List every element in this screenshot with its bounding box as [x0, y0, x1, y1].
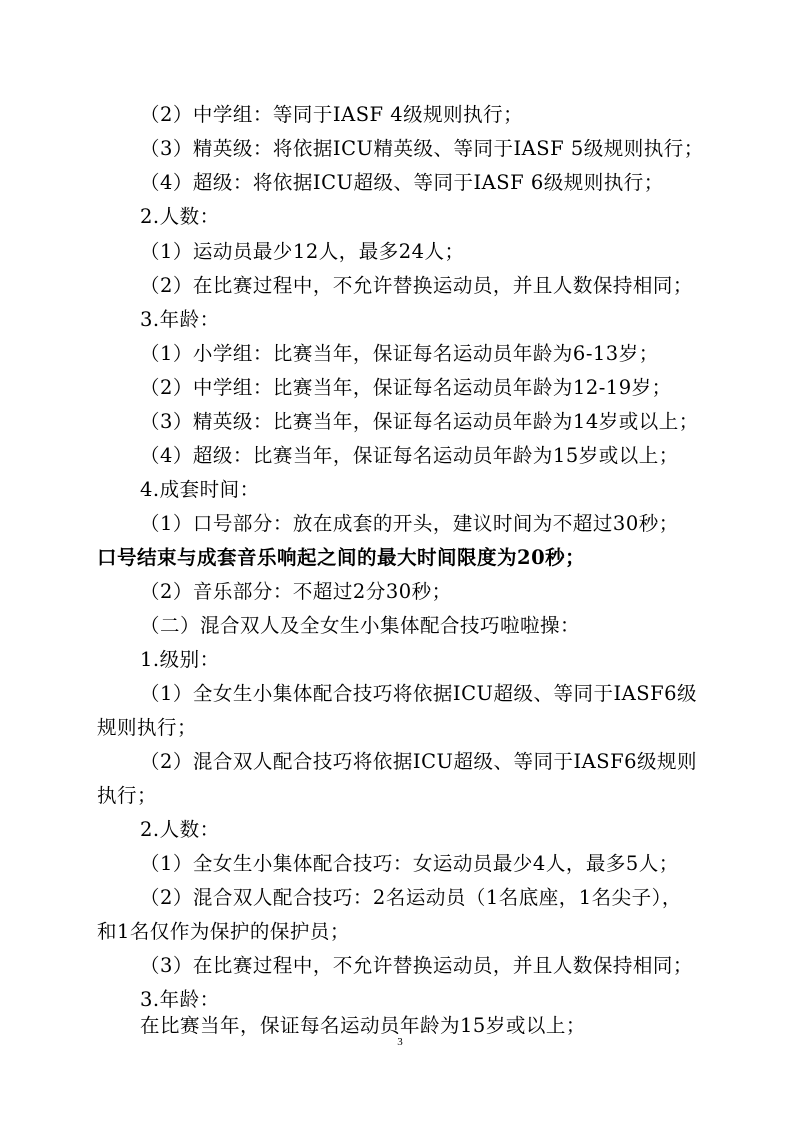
text-line: （1）全女生小集体配合技巧：女运动员最少4人，最多5人；: [140, 852, 679, 875]
text-line: 4.成套时间：: [140, 478, 260, 501]
text-line: （4）超级：比赛当年，保证每名运动员年龄为15岁或以上；: [140, 444, 679, 467]
text-line: （1）口号部分：放在成套的开头，建议时间为不超过30秒；: [140, 512, 679, 535]
text-line: （2）中学组：等同于IASF 4级规则执行；: [140, 103, 524, 126]
text-line: 2.人数：: [140, 205, 220, 228]
text-line-bold: 口号结束与成套音乐响起之间的最大时间限度为20秒；: [97, 546, 586, 569]
text-line: （3）精英级：将依据ICU精英级、等同于IASF 5级规则执行；: [140, 137, 704, 160]
page-number: 3: [397, 1036, 403, 1048]
text-line: （2）中学组：比赛当年，保证每名运动员年龄为12-19岁；: [140, 376, 672, 399]
text-line: （2）音乐部分：不超过2分30秒；: [140, 580, 452, 603]
text-line: 在比赛当年，保证每名运动员年龄为15岁或以上；: [140, 1014, 586, 1037]
text-line: （2）混合双人配合技巧将依据ICU超级、等同于IASF6级规则: [140, 750, 698, 773]
text-line: 3.年龄：: [140, 308, 220, 331]
text-line: （1）运动员最少12人，最多24人；: [140, 240, 465, 263]
text-line: （4）超级：将依据ICU超级、等同于IASF 6级规则执行；: [140, 171, 664, 194]
text-line: 规则执行；: [97, 716, 198, 739]
text-line: 执行；: [97, 784, 158, 807]
text-line: （3）在比赛过程中，不允许替换运动员，并且人数保持相同；: [140, 954, 693, 977]
text-line: （2）在比赛过程中，不允许替换运动员，并且人数保持相同；: [140, 274, 693, 297]
text-line: （2）混合双人配合技巧：2名运动员（1名底座，1名尖子），: [140, 886, 682, 909]
text-line: 2.人数：: [140, 818, 220, 841]
text-line: （1）全女生小集体配合技巧将依据ICU超级、等同于IASF6级: [140, 682, 698, 705]
text-line: 3.年龄：: [140, 988, 220, 1011]
text-line: 和1名仅作为保护的保护员；: [97, 920, 350, 943]
text-line: （3）精英级：比赛当年，保证每名运动员年龄为14岁或以上；: [140, 410, 699, 433]
text-line: （1）小学组：比赛当年，保证每名运动员年龄为6-13岁；: [140, 342, 659, 365]
text-line: 1.级别：: [140, 648, 220, 671]
section-heading: （二）混合双人及全女生小集体配合技巧啦啦操：: [140, 614, 581, 637]
